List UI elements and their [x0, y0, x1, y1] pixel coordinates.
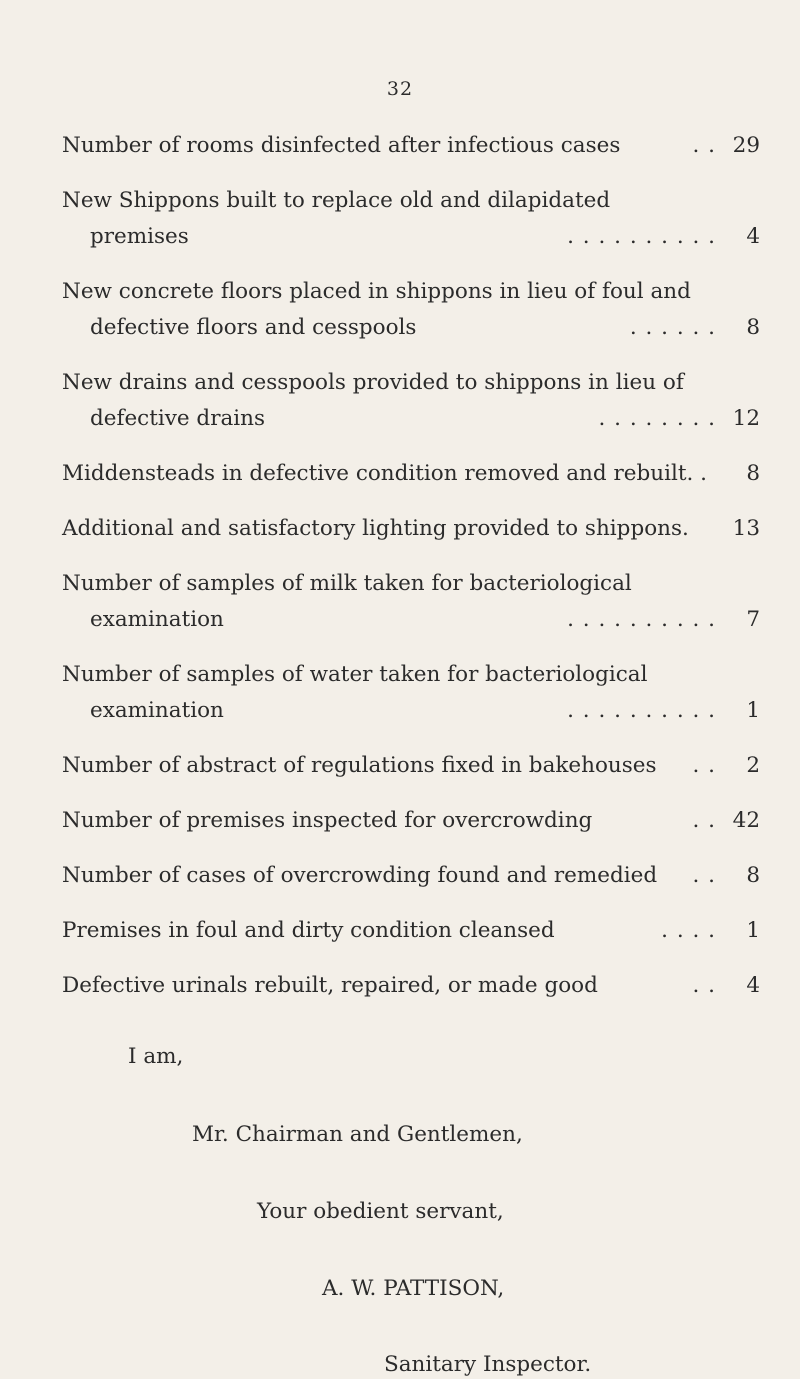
list-item: [62, 968, 760, 1004]
dot-leader: . .: [692, 863, 716, 888]
dot-leader: . .: [692, 973, 716, 998]
dot-leader: . . . . . .: [629, 315, 716, 340]
dot-leader: . . . . . . . . . .: [567, 698, 716, 723]
item-text: Number of abstract of regulations fixed in bakehouses: [62, 753, 657, 778]
closing-servant: Your obedient servant,: [257, 1199, 504, 1224]
list-item: [62, 511, 760, 547]
list-item: [62, 913, 760, 949]
list-item: [62, 566, 760, 638]
item-text: Number of rooms disinfected after infectious cases: [62, 133, 621, 158]
item-text: Defective urinals rebuilt, repaired, or made good: [62, 973, 598, 998]
item-text: Premises in foul and dirty condition cleansed: [62, 918, 555, 943]
closing-salutation: Mr. Chairman and Gentlemen,: [192, 1122, 523, 1147]
item-value: 8: [746, 315, 760, 340]
item-value: 12: [732, 406, 760, 431]
item-text-cont: defective drains: [90, 406, 266, 431]
item-text: Number of samples of water taken for bacteriological: [62, 662, 648, 687]
list-item: [62, 657, 760, 729]
list-item: [62, 365, 760, 437]
item-text: New drains and cesspools provided to shippons in lieu of: [62, 370, 684, 395]
dot-leader: . .: [692, 808, 716, 833]
item-text: Number of cases of overcrowding found and remedied: [62, 863, 658, 888]
item-text-cont: premises: [90, 224, 189, 249]
item-text-cont: examination: [90, 607, 224, 632]
item-value: 7: [746, 607, 760, 632]
dot-leader: . . . . . . . .: [598, 406, 716, 431]
item-value: 42: [732, 808, 760, 833]
item-text: Number of premises inspected for overcrowding: [62, 808, 593, 833]
dot-leader: . . . . . . . . . .: [567, 224, 716, 249]
dot-leader: . . . . . . . . . .: [567, 607, 716, 632]
list-item: [62, 858, 760, 894]
list-item: [62, 456, 760, 492]
item-text: Middensteads in defective condition removed and rebuilt. .: [62, 461, 707, 486]
dot-leader: . .: [692, 753, 716, 778]
item-value: 29: [732, 133, 760, 158]
item-value: 13: [732, 516, 760, 541]
list-item: [62, 128, 760, 164]
item-text: New Shippons built to replace old and dilapidated: [62, 188, 611, 213]
report-list: [62, 128, 760, 1023]
list-item: [62, 748, 760, 784]
item-text-cont: defective floors and cesspools: [90, 315, 417, 340]
item-value: 1: [746, 918, 760, 943]
closing-line: I am,: [128, 1044, 184, 1069]
list-item: [62, 803, 760, 839]
item-text: New concrete floors placed in shippons in lieu of foul and: [62, 279, 691, 304]
item-value: 2: [746, 753, 760, 778]
dot-leader: . . . .: [661, 918, 716, 943]
page-number: 32: [386, 78, 414, 100]
list-item: [62, 274, 760, 346]
item-value: 8: [746, 461, 760, 486]
item-text: Additional and satisfactory lighting provided to shippons.: [62, 516, 689, 541]
item-value: 4: [746, 224, 760, 249]
dot-leader: . .: [692, 133, 716, 158]
signature-name: A. W. PATTISON,: [322, 1276, 505, 1301]
item-text-cont: examination: [90, 698, 224, 723]
item-value: 8: [746, 863, 760, 888]
signature-title: Sanitary Inspector.: [384, 1352, 592, 1377]
list-item: [62, 183, 760, 255]
item-text: Number of samples of milk taken for bacteriological: [62, 571, 632, 596]
item-value: 1: [746, 698, 760, 723]
item-value: 4: [746, 973, 760, 998]
